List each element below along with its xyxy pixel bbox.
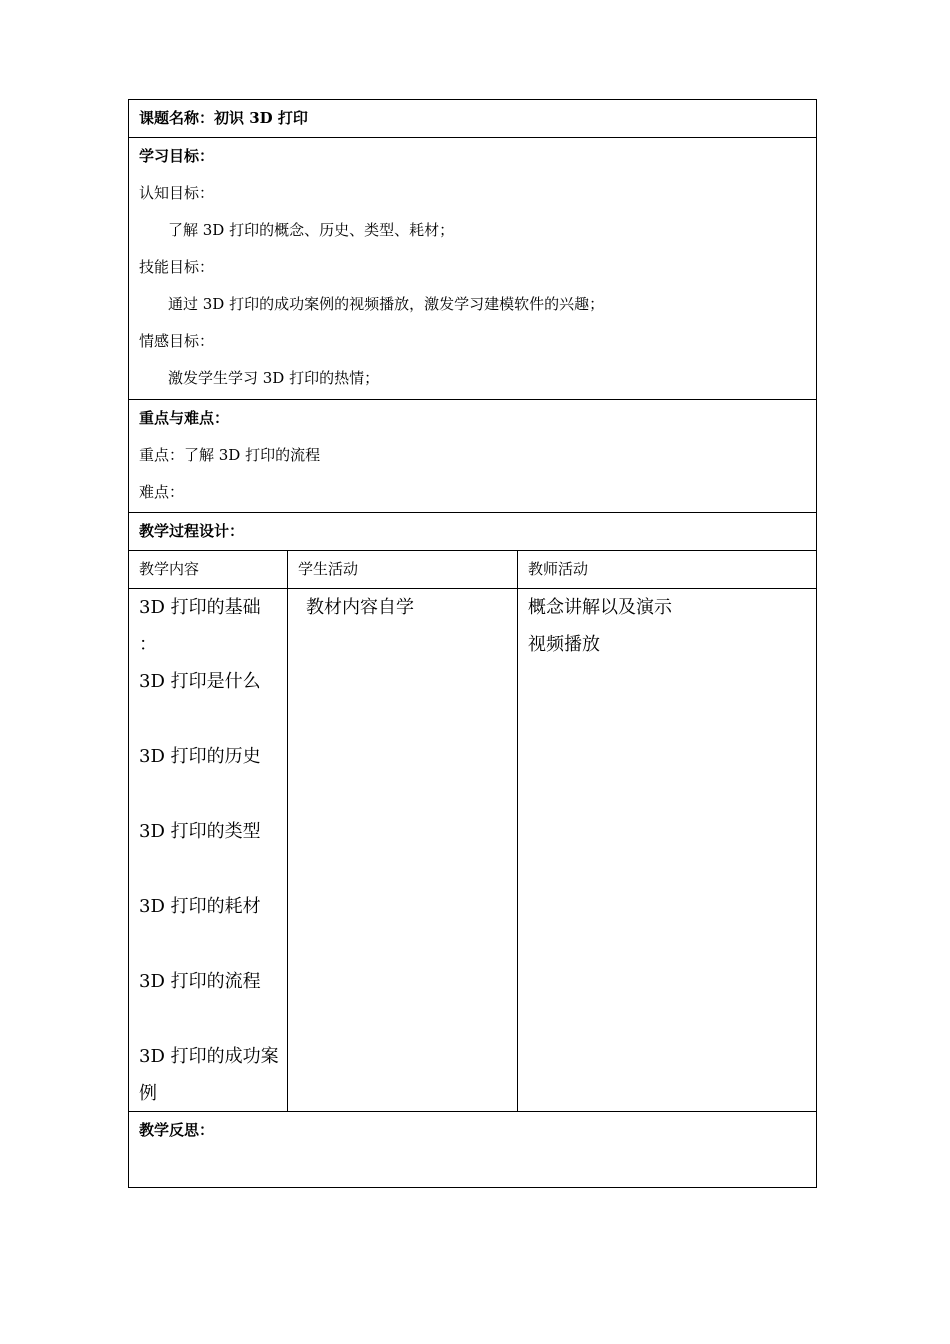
process-heading-row <box>128 513 817 551</box>
content-item: 3D 打印的历史 <box>139 746 261 767</box>
objectives-heading: 学习目标： <box>139 147 215 165</box>
col-header-student: 学生活动 <box>298 560 359 578</box>
content-item: ： <box>139 634 157 655</box>
objectives-section <box>128 138 817 400</box>
key-point-text: 重点：了解 3D 打印的流程 <box>139 446 321 464</box>
reflection-heading: 教学反思： <box>139 1121 215 1139</box>
cognitive-text: 了解 3D 打印的概念、历史、类型、耗材； <box>168 221 455 239</box>
content-item: 3D 打印的流程 <box>139 971 261 992</box>
student-column <box>288 589 518 1111</box>
key-points-heading: 重点与难点： <box>139 409 230 427</box>
content-item: 3D 打印的基础 <box>139 597 261 618</box>
lesson-plan-table <box>128 99 817 1188</box>
teacher-activity: 概念讲解以及演示 <box>528 597 672 618</box>
key-points-section <box>128 400 817 513</box>
emotion-label: 情感目标： <box>139 332 215 350</box>
content-item: 例 <box>139 1083 157 1104</box>
col-header-content: 教学内容 <box>139 560 200 578</box>
difficulty-text: 难点： <box>139 483 185 501</box>
topic-row <box>128 99 817 138</box>
skill-label: 技能目标： <box>139 258 215 276</box>
skill-text: 通过 3D 打印的成功案例的视频播放，激发学习建模软件的兴趣； <box>168 295 605 313</box>
content-column <box>129 589 288 1111</box>
process-heading: 教学过程设计： <box>139 522 245 540</box>
process-body-row <box>128 589 817 1112</box>
teacher-column <box>518 589 816 1111</box>
cognitive-label: 认知目标： <box>139 184 215 202</box>
teacher-activity: 视频播放 <box>528 634 600 655</box>
student-activity: 教材内容自学 <box>306 597 414 618</box>
content-item: 3D 打印是什么 <box>139 671 261 692</box>
col-header-teacher: 教师活动 <box>528 560 589 578</box>
topic-title: 课题名称：初识 3D 打印 <box>139 109 308 127</box>
reflection-section <box>128 1112 817 1188</box>
emotion-text: 激发学生学习 3D 打印的热情； <box>168 369 380 387</box>
content-item: 3D 打印的耗材 <box>139 896 261 917</box>
process-header-row <box>128 551 817 589</box>
content-item: 3D 打印的类型 <box>139 821 261 842</box>
content-item: 3D 打印的成功案 <box>139 1046 279 1067</box>
